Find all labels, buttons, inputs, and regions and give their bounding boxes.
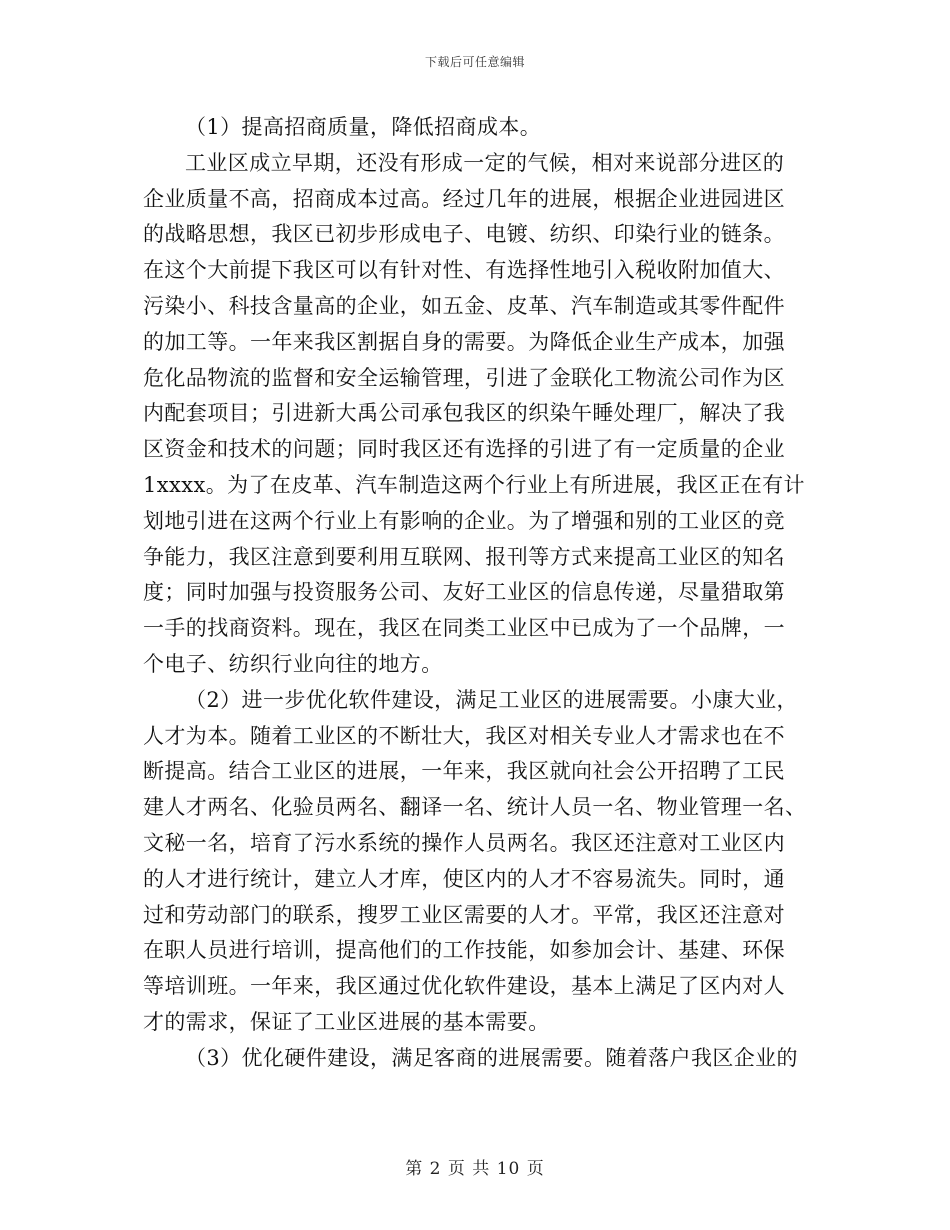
paragraph-line: 划地引进在这两个行业上有影响的企业。为了增强和别的工业区的竞: [143, 508, 785, 533]
paragraph-line: 的战略思想，我区已初步形成电子、电镀、纺织、印染行业的链条。: [143, 222, 785, 247]
paragraph-line: 人才为本。随着工业区的不断壮大，我区对相关专业人才需求也在不: [143, 723, 785, 748]
paragraph-line: 企业质量不高，招商成本过高。经过几年的进展，根据企业进园进区: [143, 186, 785, 211]
paragraph-line: 等培训班。一年来，我区通过优化软件建设，基本上满足了区内对人: [143, 974, 785, 999]
document-body: [143, 110, 810, 1077]
paragraph-line: 的加工等。一年来我区割据自身的需要。为降低企业生产成本，加强: [143, 329, 785, 354]
paragraph-line: 内配套项目；引进新大禹公司承包我区的织染午睡处理厂，解决了我: [143, 401, 785, 426]
paragraph-line: 争能力，我区注意到要利用互联网、报刊等方式来提高工业区的知名: [143, 544, 785, 569]
paragraph-line: 才的需求，保证了工业区进展的基本需要。: [143, 1009, 550, 1034]
paragraph-line: 一手的找商资料。现在，我区在同类工业区中已成为了一个品牌，一: [143, 616, 785, 641]
paragraph-line: 文秘一名，培育了污水系统的操作人员两名。我区还注意对工业区内: [143, 830, 785, 855]
page-footer: 第 2 页 共 10 页: [405, 1159, 545, 1179]
section-heading-2: （2）进一步优化软件建设，满足工业区的进展需要。小康大业，: [185, 687, 798, 712]
paragraph-line: 断提高。结合工业区的进展，一年来，我区就向社会公开招聘了工民: [143, 759, 785, 784]
paragraph-line: 区资金和技术的问题；同时我区还有选择的引进了有一定质量的企业: [143, 437, 785, 462]
page-header: 下载后可任意编辑: [424, 55, 525, 69]
paragraph-line: 危化品物流的监督和安全运输管理，引进了金联化工物流公司作为区: [143, 365, 785, 390]
section-heading-3: （3）优化硬件建设，满足客商的进展需要。随着落户我区企业的: [185, 1045, 798, 1070]
paragraph-line: 污染小、科技含量高的企业，如五金、皮革、汽车制造或其零件配件: [143, 293, 785, 318]
paragraph-line: 个电子、纺织行业向往的地方。: [143, 651, 443, 676]
paragraph-line: 在这个大前提下我区可以有针对性、有选择性地引入税收附加值大、: [143, 258, 785, 283]
paragraph-line: 1xxxx。为了在皮革、汽车制造这两个行业上有所进展，我区正在有计: [143, 472, 805, 497]
paragraph-line: 建人才两名、化验员两名、翻译一名、统计人员一名、物业管理一名、: [143, 795, 807, 820]
paragraph-line: 度；同时加强与投资服务公司、友好工业区的信息传递，尽量猎取第: [143, 580, 785, 605]
section-heading-1: （1）提高招商质量，降低招商成本。: [185, 115, 542, 139]
paragraph-line: 工业区成立早期，还没有形成一定的气候，相对来说部分进区的: [185, 150, 785, 175]
paragraph-line: 的人才进行统计，建立人才库，使区内的人才不容易流失。同时，通: [143, 866, 785, 891]
paragraph-line: 在职人员进行培训，提高他们的工作技能，如参加会计、基建、环保: [143, 938, 785, 963]
paragraph-line: 过和劳动部门的联系，搜罗工业区需要的人才。平常，我区还注意对: [143, 902, 785, 927]
